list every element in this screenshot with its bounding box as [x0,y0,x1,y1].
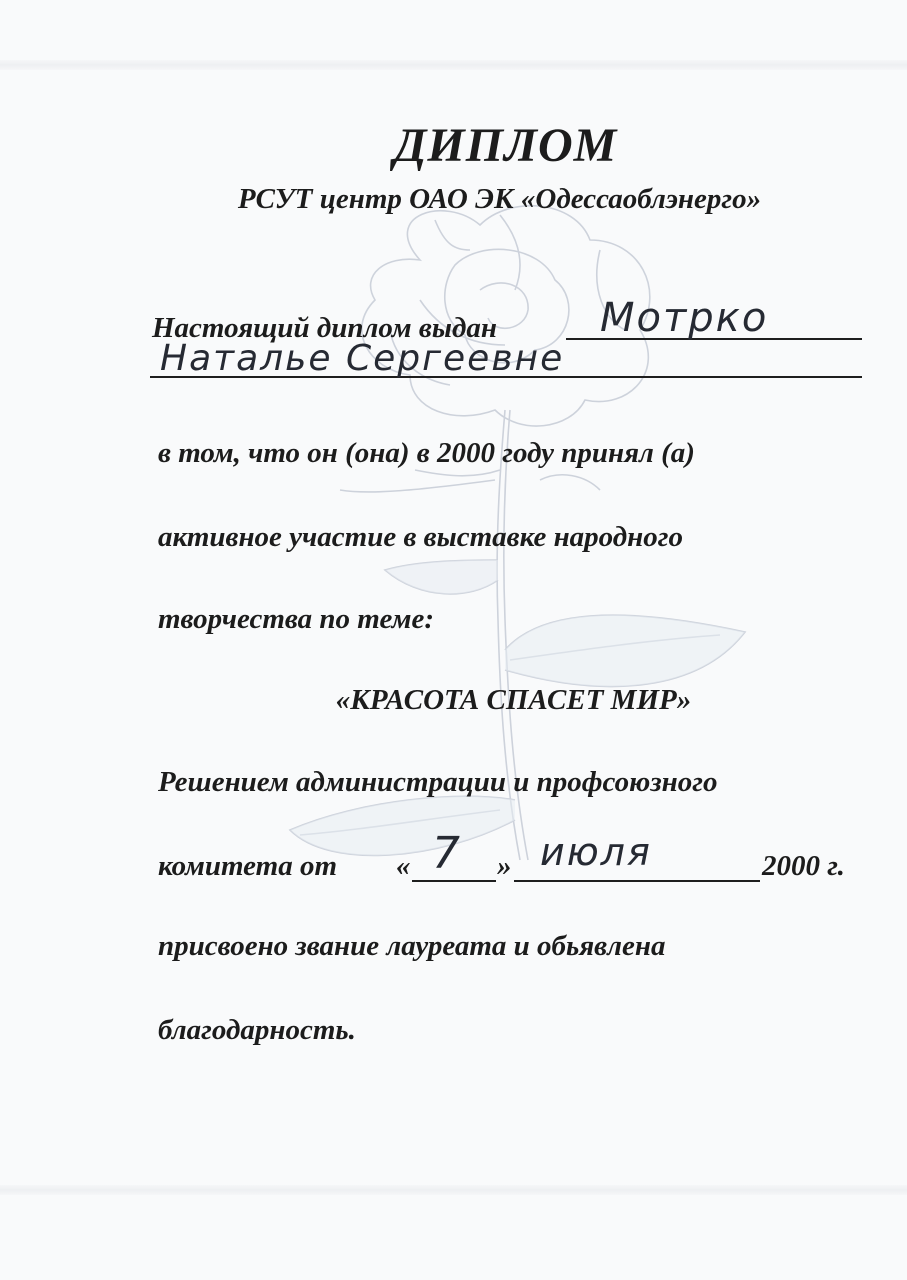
body-line-2: активное участие в выставке народного [158,521,683,553]
date-day: 7 [432,828,460,879]
decision-line-1: Решением администрации и профсоюзного [158,766,718,798]
organization-subtitle: РСУТ центр ОАО ЭК «Одессаоблэнерго» [237,183,762,215]
month-underline [514,880,760,882]
quote-close: » [497,850,512,882]
recipient-surname: Мотрко [600,295,769,341]
decision-prefix: комитета от [158,850,338,882]
day-underline [412,880,496,882]
date-year: 2000 г. [762,850,845,882]
exhibition-theme: «КРАСОТА СПАСЕТ МИР» [335,684,692,716]
diploma-title: ДИПЛОМ [393,119,618,172]
award-line-2: благодарность. [158,1014,356,1046]
body-line-3: творчества по теме: [158,603,434,635]
issued-label: Настоящий диплом выдан [152,312,497,344]
quote-open: « [396,850,411,882]
date-month: июля [540,830,652,874]
award-line-1: присвоено звание лауреата и обьявлена [158,930,666,962]
recipient-name: Натальe Сергеевне [160,338,565,379]
body-line-1: в том, что он (она) в 2000 году принял (а) [158,437,695,469]
